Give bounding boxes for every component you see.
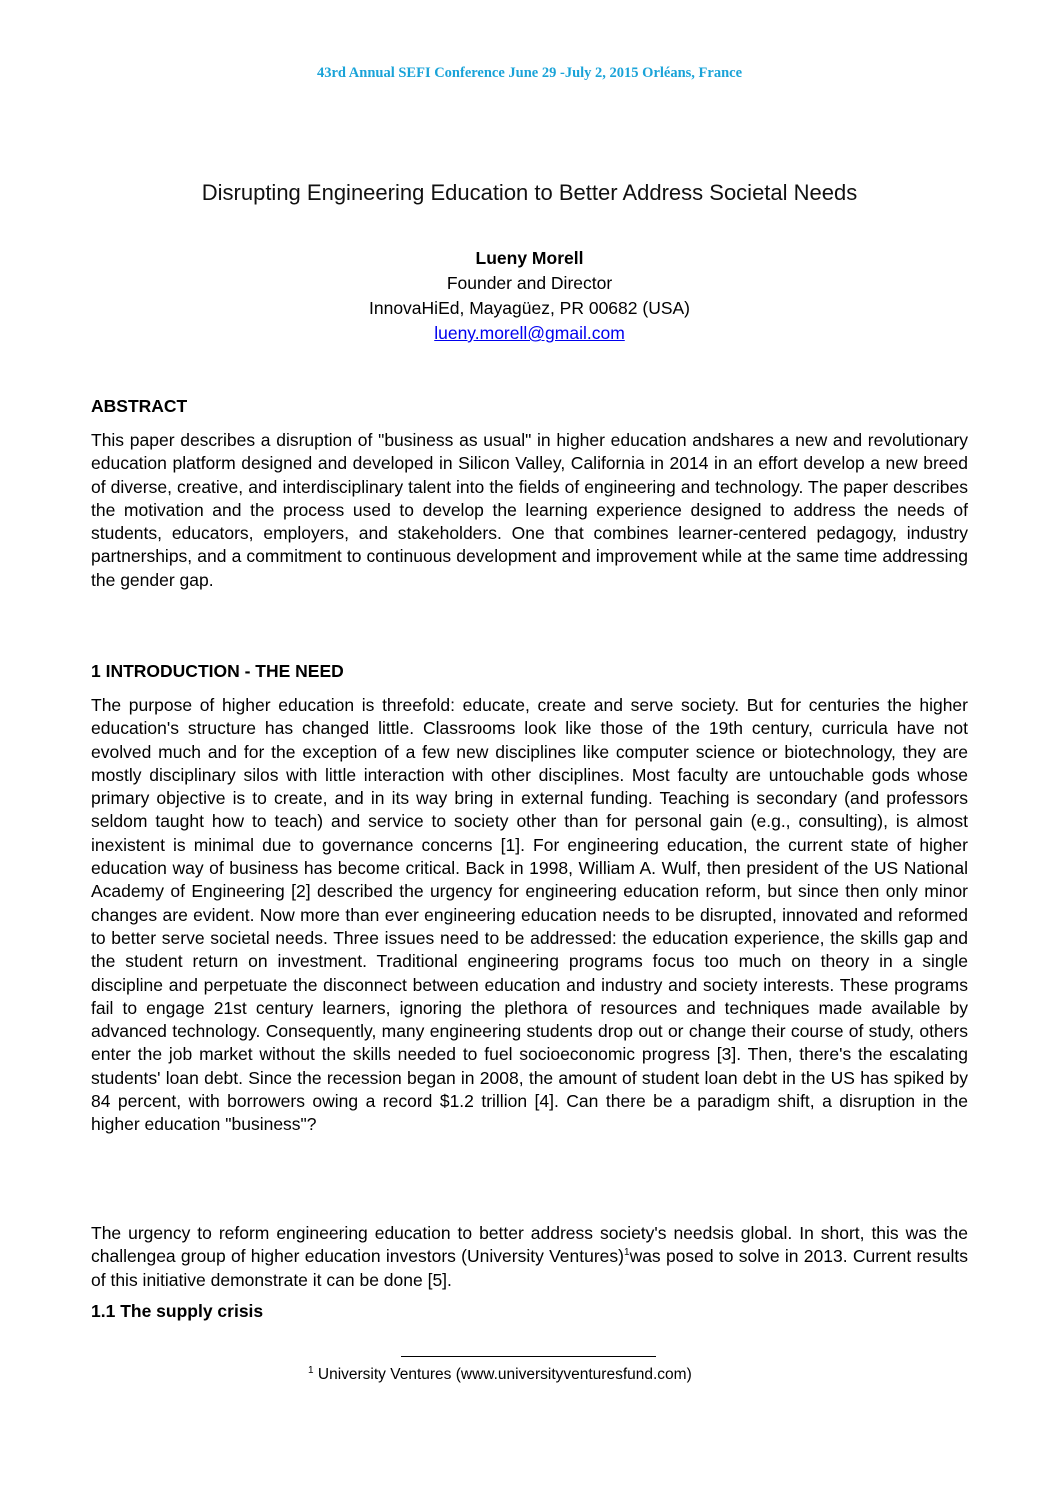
footnote-ref[interactable]: 1: [624, 1247, 630, 1259]
abstract-text: This paper describes a disruption of "business as usual" in higher education andshares a new and revolutionary education platform designed and developed in Silicon Valley, California in 2014 in an effort develop a new breed of diverse, creative, and interdisciplinary talent into the fields of engineering and technology. The paper describes the motivation and the process used to develop the learning experience designed to address the needs of students, educators, employers, and stakeholders. One that combines learner-centered pedagogy, industry partnerships, and a commitment to continuous development and improvement while at the same time addressing the gender gap.: [91, 430, 968, 590]
author-affiliation: InnovaHiEd, Mayagüez, PR 00682 (USA): [369, 298, 690, 318]
author-block: [0, 246, 1059, 346]
footnote-text: University Ventures (www.universityventuresfund.com): [317, 1366, 692, 1383]
footnote-divider: [401, 1356, 656, 1357]
paragraph-text: was posed to solve in 2013. Current results of this initiative demonstrate it can be done [5].: [91, 1246, 968, 1290]
conference-header: 43rd Annual SEFI Conference June 29 -July 2, 2015 Orléans, France: [316, 65, 743, 81]
author-name: Lueny Morell: [475, 248, 584, 268]
subsection-heading: 1.1 The supply crisis: [91, 1301, 264, 1321]
section-heading: 1 INTRODUCTION - THE NEED: [91, 661, 344, 681]
abstract-heading: ABSTRACT: [91, 396, 188, 416]
footnote: [308, 1366, 692, 1384]
body-paragraph: The purpose of higher education is threefold: educate, create and serve society. But for centuries the higher education's structure has changed little. Classrooms look like those of the 19th century, curricula have not evolved much and for the exception of a few new disciplines like computer science or biotechnology, they are mostly disciplinary silos with little interaction with other disciplines. Most faculty are untouchable gods whose primary objective is to create, and in its way bring in external funding. Teaching is secondary (and professors seldom taught how to teach) and service to society other than for personal gain (e.g., consulting), is almost inexistent is minimal due to governance concerns [1]. For engineering education, the current state of higher education way of business has become critical. Back in 1998, William A. Wulf, then president of the US National Academy of Engineering [2] described the urgency for engineering education reform, but since then only minor changes are evident. Now more than ever engineering education needs to be disrupted, innovated and reformed to better serve societal needs. Three issues need to be addressed: the education experience, the skills gap and the student return on investment. Traditional engineering programs focus too much on theory in a single discipline and perpetuate the disconnect between education and industry and society interests. These programs fail to engage 21st century learners, ignoring the plethora of resources and techniques made available by advanced technology. Consequently, many engineering students drop out or change their course of study, others enter the job market without the skills needed to fuel socioeconomic progress [3]. Then, there's the escalating students' loan debt. Since the recession began in 2008, the amount of student loan debt in the US has spiked by 84 percent, with borrowers owing a record $1.2 trillion [4]. Can there be a paradigm shift, a disruption in the higher education "business"?: [91, 695, 968, 1135]
footnote-marker: 1: [308, 1364, 314, 1376]
paragraph-text: The urgency to reform engineering education to better address society's needsis global. In short, this was the challengea group of higher education investors (University Ventures): [91, 1223, 968, 1267]
author-role: Founder and Director: [446, 273, 613, 293]
author-email-link[interactable]: lueny.morell@gmail.com: [434, 323, 625, 343]
paper-title: Disrupting Engineering Education to Better Address Societal Needs: [201, 180, 858, 205]
body-paragraph: [91, 1222, 968, 1292]
